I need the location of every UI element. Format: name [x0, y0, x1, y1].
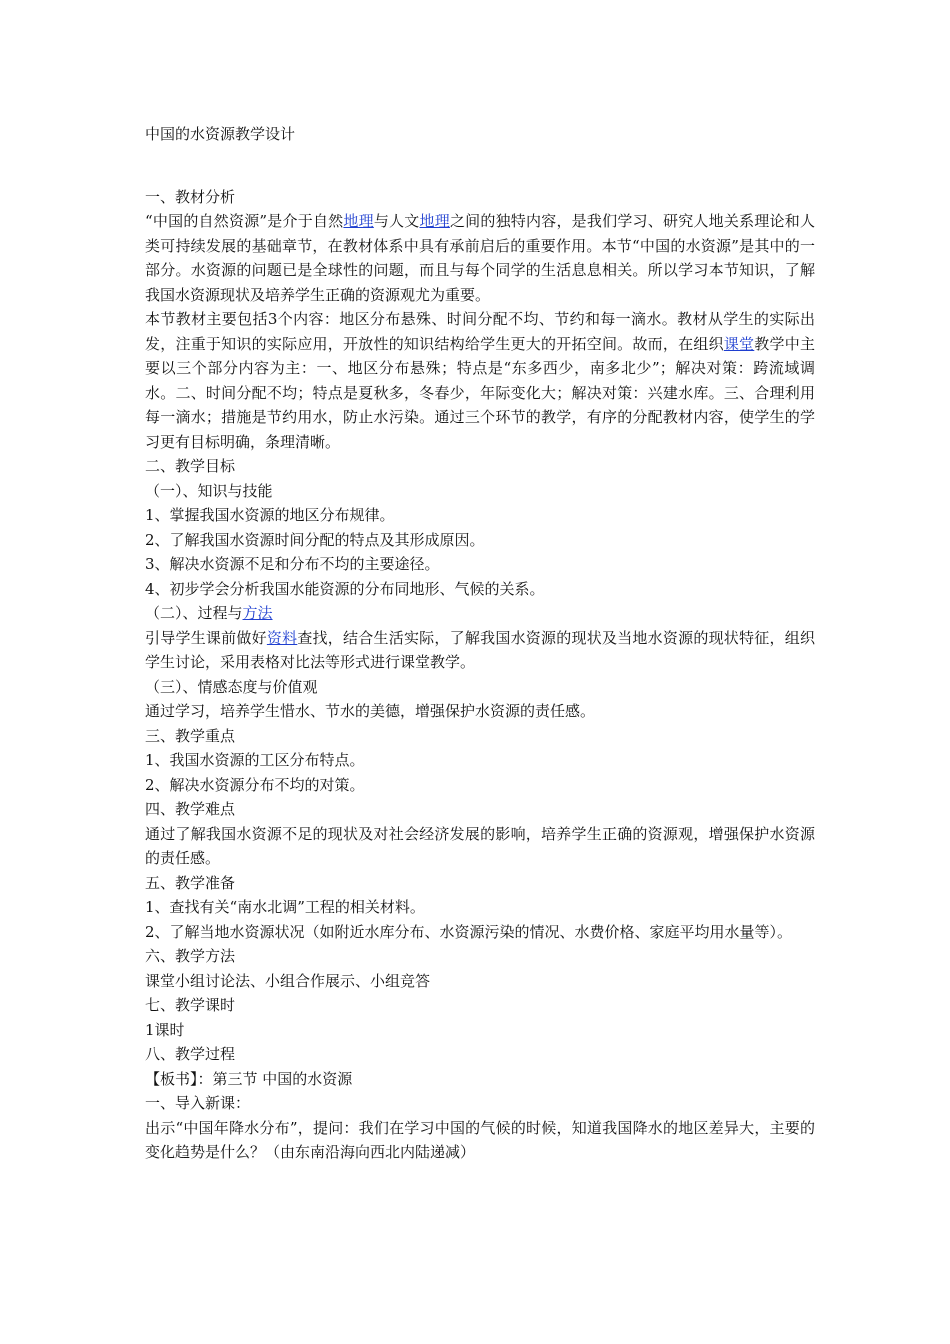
link-method[interactable]: 方法: [242, 604, 273, 622]
list-item: 4、初步学会分析我国水能资源的分布同地形、气候的关系。: [145, 579, 545, 598]
list-item: 1、查找有关“南水北调”工程的相关材料。: [145, 898, 425, 916]
subheading-attitude-values: （三）、情感态度与价值观: [145, 677, 318, 696]
text-run: 查找，结合生活实际，了解我国水资源的现状及当地水资源的现状特征，组织学生讨论，采用表格对比法等形式进行课堂教学。: [145, 628, 815, 671]
link-geography[interactable]: 地理: [343, 212, 374, 230]
section-heading-class-hours: 七、教学课时: [145, 996, 236, 1014]
section-heading-methods: 六、教学方法: [145, 947, 236, 965]
link-geography[interactable]: 地理: [419, 212, 450, 230]
text-run: 教学中主要以三个部分内容为主：一、地区分布悬殊；特点是“东多西少，南多北少”；解决对策：跨流域调水。二、时间分配不均；特点是夏秋多，冬春少，年际变化大；解决对策：兴建水库。三、合理利用每一滴水；措施是节约用水，防止水污染。通过三个环节的教学，有序的分配教材内容，使学生的学习更有目标明确，条理清晰。: [145, 334, 815, 451]
spacer: [145, 147, 815, 185]
section-heading-teaching-process: 八、教学过程: [145, 1045, 236, 1063]
list-item: 1、我国水资源的工区分布特点。: [145, 751, 365, 769]
paragraph-intro: [145, 209, 815, 307]
text-run: 本节教材主要包括3个内容：地区分布悬殊、时间分配不均、节约和每一滴水。教材从学生的实际出发，注重于知识的实际应用，开放性的知识结构给学生更大的开拓空间。故而，在组织: [145, 310, 815, 353]
document-title: 中国的水资源教学设计: [145, 125, 296, 143]
section-heading-key-points: 三、教学重点: [145, 726, 236, 745]
paragraph-content: [145, 307, 815, 454]
paragraph-methods: 课堂小组讨论法、小组合作展示、小组竞答: [145, 971, 431, 990]
subheading-knowledge-skills: （一）、知识与技能: [145, 481, 273, 500]
document-page: [145, 122, 815, 1165]
section-heading-textbook-analysis: 一、教材分析: [145, 187, 236, 206]
text-run: 与人文: [373, 212, 420, 230]
text-run: “中国的自然资源”是介于自然: [145, 212, 344, 230]
paragraph-class-hours: 1课时: [145, 1020, 185, 1039]
subheading-process-method: [145, 601, 815, 626]
link-classroom[interactable]: 课堂: [723, 334, 755, 353]
section-heading-teaching-goals: 二、教学目标: [145, 457, 236, 475]
paragraph-difficulties: 通过了解我国水资源不足的现状及对社会经济发展的影响，培养学生正确的资源观，增强保护水资源的责任感。: [145, 824, 815, 867]
board-note: 【板书】：第三节 中国的水资源: [145, 1069, 353, 1088]
text-run: 之间的独特内容，是我们学习、研究人地关系理论和人类可持续发展的基础章节，在教材体系中具有承前启后的重要作用。本节“中国的水资源”是其中的一部分。水资源的问题已是全球性的问题，而且与每个同学的生活息息相关。所以学习本节知识，了解我国水资源现状及培养学生正确的资源观尤为重要。: [145, 212, 815, 304]
list-item: 2、了解我国水资源时间分配的特点及其形成原因。: [145, 530, 485, 549]
list-item: 2、解决水资源分布不均的对策。: [145, 775, 365, 794]
step-heading-introduction: 一、导入新课：: [145, 1094, 251, 1112]
section-heading-difficulties: 四、教学难点: [145, 800, 236, 818]
text-run: （二）、过程与: [145, 604, 243, 622]
paragraph-introduction: 出示“中国年降水分布”，提问：我们在学习中国的气候的时候，知道我国降水的地区差异大，主要的变化趋势是什么？（由东南沿海向西北内陆递减）: [145, 1118, 815, 1161]
section-heading-preparation: 五、教学准备: [145, 873, 236, 892]
link-materials[interactable]: 资料: [266, 628, 298, 647]
paragraph-attitude: 通过学习，培养学生惜水、节水的美德，增强保护水资源的责任感。: [145, 702, 596, 720]
list-item: 1、掌握我国水资源的地区分布规律。: [145, 506, 395, 524]
list-item: 3、解决水资源不足和分布不均的主要途径。: [145, 555, 440, 573]
text-run: 引导学生课前做好: [145, 628, 267, 647]
list-item: 2、了解当地水资源状况（如附近水库分布、水资源污染的情况、水费价格、家庭平均用水量等）。: [145, 922, 793, 941]
paragraph-process: [145, 626, 815, 675]
